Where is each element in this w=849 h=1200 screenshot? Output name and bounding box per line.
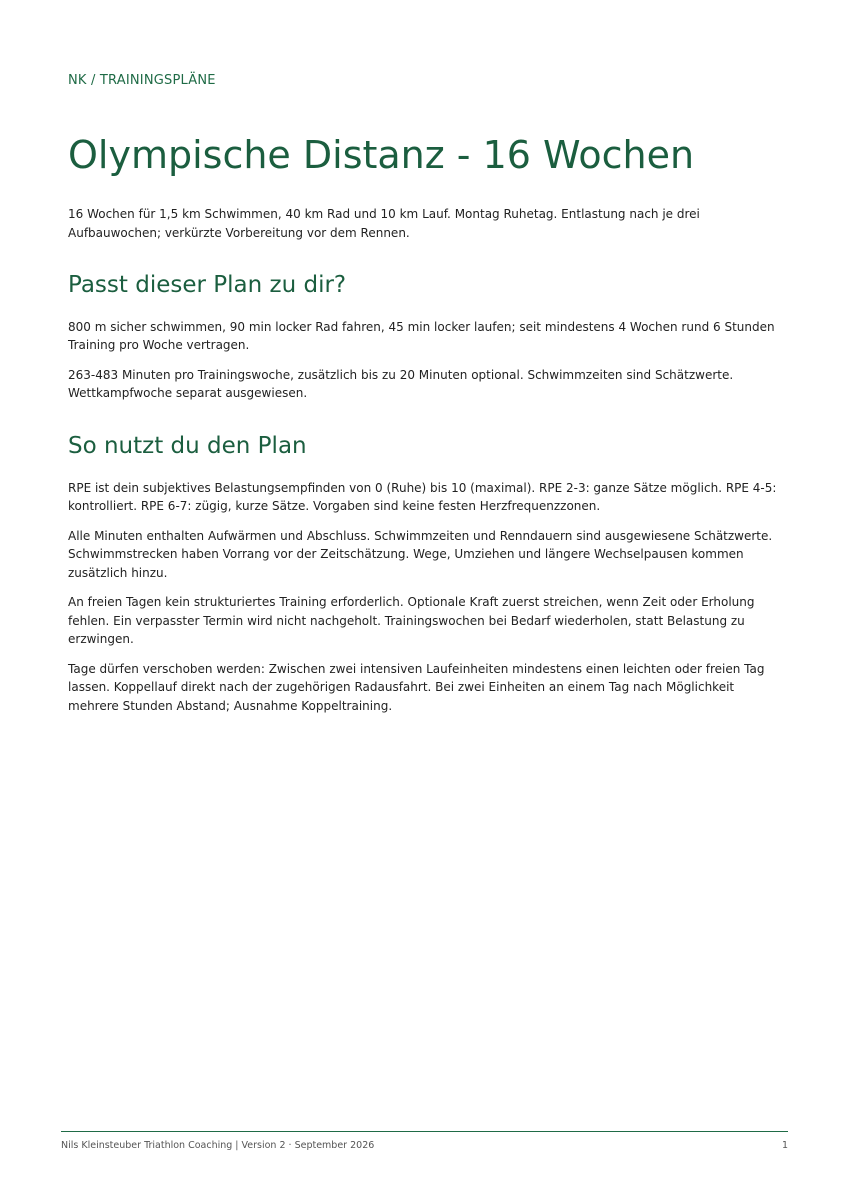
usage-paragraph-4: Tage dürfen verschoben werden: Zwischen zwei intensiven Laufeinheiten mindestens einen leichten oder freien Tag lassen. Koppellauf direkt nach der zugehörigen Radausfahrt. Bei zwei Einheiten an einem Tag nach Möglichkeit mehrere Stunden Abstand; Ausnahme Koppeltraining. xyxy=(68,661,765,713)
usage-paragraph-1: RPE ist dein subjektives Belastungsempfinden von 0 (Ruhe) bis 10 (maximal). RPE 2-3: ganze Sätze möglich. RPE 4-5: kontrolliert. RPE 6-7: zügig, kurze Sätze. Vorgaben sind keine festen Herzfrequenzzonen. xyxy=(68,480,777,514)
breadcrumb[interactable]: NK / TRAININGSPLÄNE xyxy=(68,73,216,88)
section-heading-usage: So nutzt du den Plan xyxy=(68,433,307,459)
fit-paragraph-1: 800 m sicher schwimmen, 90 min locker Rad fahren, 45 min locker laufen; seit mindestens 4 Wochen rund 6 Stunden Training pro Woche vertragen. xyxy=(68,319,775,353)
fit-paragraph-2: 263-483 Minuten pro Trainingswoche, zusätzlich bis zu 20 Minuten optional. Schwimmzeiten sind Schätzwerte. Wettkampfwoche separat ausgewiesen. xyxy=(68,367,734,401)
footer-text: Nils Kleinsteuber Triathlon Coaching | Version 2 · September 2026 xyxy=(61,1140,375,1151)
page-number: 1 xyxy=(781,1140,788,1151)
page-title: Olympische Distanz - 16 Wochen xyxy=(68,133,695,177)
section-heading-fit: Passt dieser Plan zu dir? xyxy=(68,272,347,298)
usage-paragraph-2: Alle Minuten enthalten Aufwärmen und Abschluss. Schwimmzeiten und Renndauern sind ausgewiesene Schätzwerte. Schwimmstrecken haben Vorrang vor der Zeitschätzung. Wege, Umziehen und längere Wechselpausen kommen zusätzlich hinzu. xyxy=(68,528,773,580)
intro-paragraph: 16 Wochen für 1,5 km Schwimmen, 40 km Rad und 10 km Lauf. Montag Ruhetag. Entlastung nach je drei Aufbauwochen; verkürzte Vorbereitung vor dem Rennen. xyxy=(68,207,700,240)
section-fit xyxy=(68,272,786,414)
footer-divider xyxy=(61,1131,788,1132)
usage-paragraph-3: An freien Tagen kein strukturiertes Training erforderlich. Optionale Kraft zuerst streichen, wenn Zeit oder Erholung fehlen. Ein verpasster Termin wird nicht nachgeholt. Trainingswochen bei Bedarf wiederholen, statt Belastung zu erzwingen. xyxy=(68,595,755,647)
section-usage xyxy=(68,433,786,726)
